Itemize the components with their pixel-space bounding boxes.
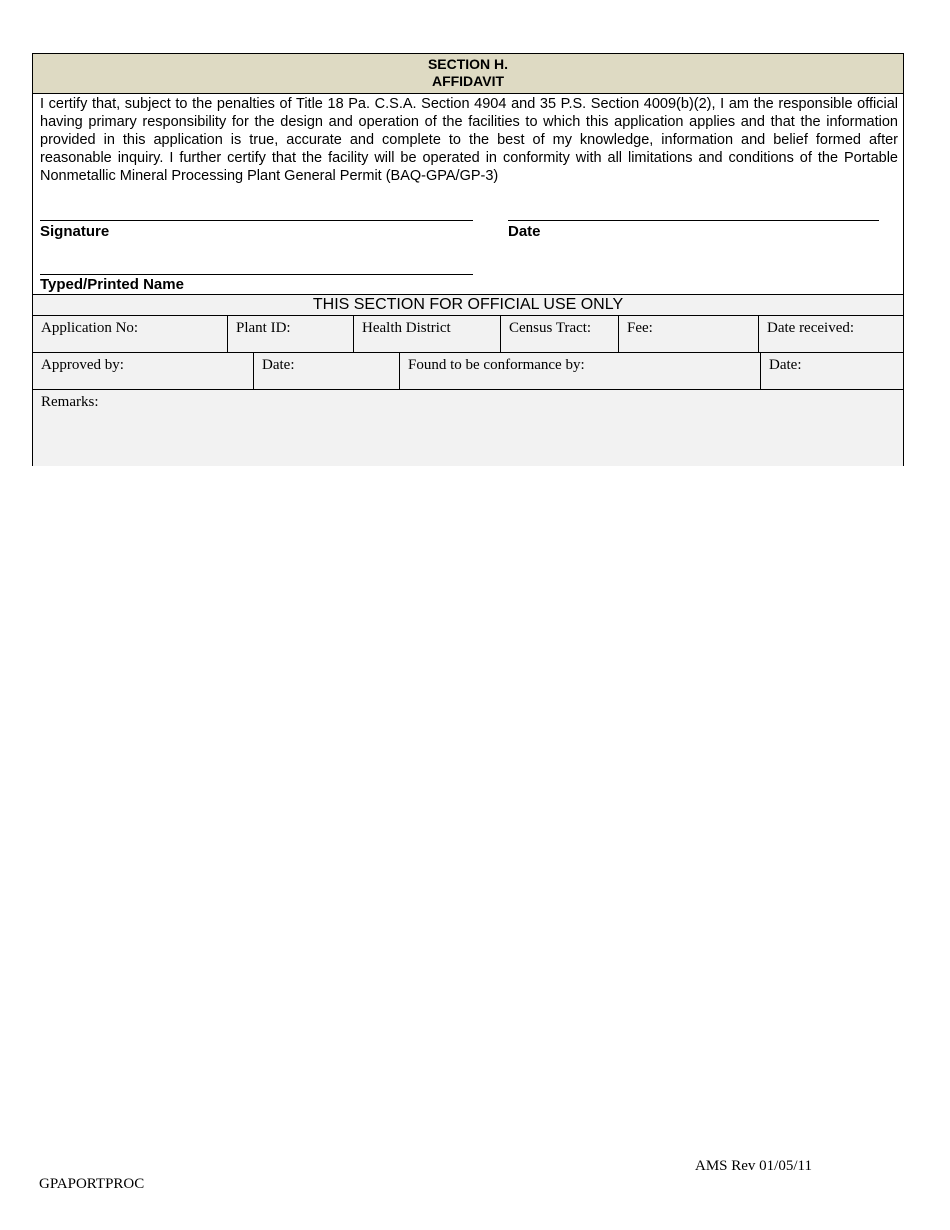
section-header <box>33 54 903 94</box>
date-received-field[interactable]: Date received: <box>767 320 855 336</box>
form-code: GPAPORTPROC <box>39 1176 145 1192</box>
section-subtitle: AFFIDAVIT <box>431 73 505 89</box>
conformance-by-field[interactable]: Found to be conformance by: <box>400 353 761 389</box>
official-row-1 <box>33 316 903 353</box>
approval-date-field[interactable]: Date: <box>254 353 400 389</box>
printed-name-line[interactable] <box>40 274 473 275</box>
remarks-field[interactable] <box>33 390 903 466</box>
date-line[interactable] <box>508 220 879 221</box>
remarks-label: Remarks: <box>41 394 99 410</box>
official-use-heading: THIS SECTION FOR OFFICIAL USE ONLY <box>33 294 903 316</box>
health-district-field[interactable]: Health District <box>354 316 501 352</box>
affidavit-form <box>32 53 904 466</box>
fee-field[interactable]: Fee: <box>619 316 759 352</box>
section-title: SECTION H. <box>427 56 509 72</box>
census-tract-field[interactable]: Census Tract: <box>501 316 619 352</box>
date-label: Date <box>508 223 541 240</box>
official-row-2 <box>33 353 903 390</box>
application-no-field[interactable]: Application No: <box>33 316 228 352</box>
approved-by-field[interactable]: Approved by: <box>33 353 254 389</box>
printed-name-label: Typed/Printed Name <box>40 276 184 293</box>
plant-id-field[interactable]: Plant ID: <box>228 316 354 352</box>
signature-label: Signature <box>40 223 110 240</box>
certification-text: I certify that, subject to the penalties of Title 18 Pa. C.S.A. Section 4904 and 35 P.S. Section 4009(b)(2), I am the responsible official having primary responsibility for the design and operation of the facilities to which this application applies and that the information provided in this application is true, accurate and complete to the best of my knowledge, information and belief formed after reasonable inquiry. I further certify that the facility will be operated in conformity with all limitations and conditions of the Portable Nonmetallic Mineral Processing Plant General Permit (BAQ-GPA/GP-3) <box>40 96 898 184</box>
signature-line[interactable] <box>40 220 473 221</box>
conformance-date-field[interactable]: Date: <box>769 357 802 373</box>
revision-note: AMS Rev 01/05/11 <box>695 1158 812 1174</box>
